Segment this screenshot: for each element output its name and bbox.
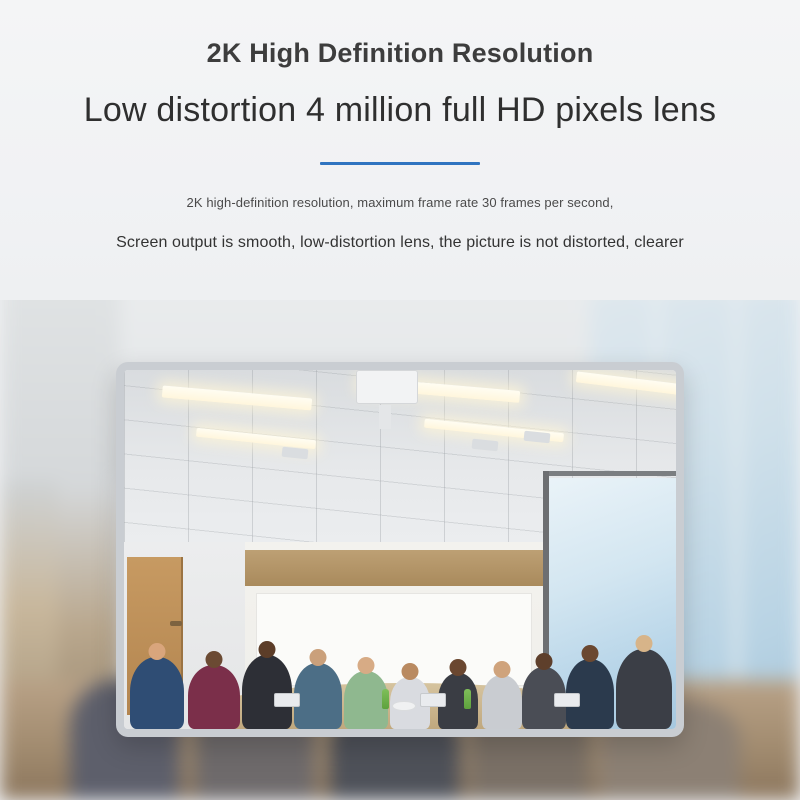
photo-person <box>130 657 184 729</box>
conference-room-photo <box>124 370 676 729</box>
eyebrow-title: 2K High Definition Resolution <box>206 38 594 68</box>
page-title: Low distortion 4 million full HD pixels lens <box>83 91 717 129</box>
photo-person <box>482 675 522 729</box>
photo-person-head <box>206 651 223 668</box>
photo-person-head <box>636 635 653 652</box>
photo-water-bottle <box>382 689 389 709</box>
photo-water-bottle <box>464 689 471 709</box>
photo-person <box>294 663 342 729</box>
photo-person-head <box>582 645 599 662</box>
photo-person-head <box>259 641 276 658</box>
door-handle <box>170 621 182 626</box>
subtitle-primary: 2K high-definition resolution, maximum frame rate 30 frames per second, <box>186 195 614 210</box>
subtitle-secondary: Screen output is smooth, low-distortion lens, the picture is not distorted, clearer <box>116 234 684 251</box>
photo-person-head <box>402 663 419 680</box>
photo-person <box>242 655 292 729</box>
photo-person <box>616 649 672 729</box>
photo-person-head <box>149 643 166 660</box>
ceiling-projector <box>356 370 418 404</box>
photo-wall-wood-band <box>245 550 549 586</box>
featured-photo-card <box>116 362 684 737</box>
photo-laptop <box>420 693 446 707</box>
photo-person <box>188 665 240 729</box>
photo-person-head <box>450 659 467 676</box>
photo-conference-speakerphone <box>392 701 416 711</box>
photo-person-head <box>310 649 327 666</box>
photo-laptop <box>554 693 580 707</box>
photo-person-head <box>494 661 511 678</box>
accent-divider <box>320 162 480 165</box>
photo-person-head <box>358 657 375 674</box>
photo-person-head <box>536 653 553 670</box>
photo-whiteboard <box>256 593 532 686</box>
header-block <box>0 0 800 300</box>
photo-laptop <box>274 693 300 707</box>
photo-window-bar <box>549 471 676 476</box>
